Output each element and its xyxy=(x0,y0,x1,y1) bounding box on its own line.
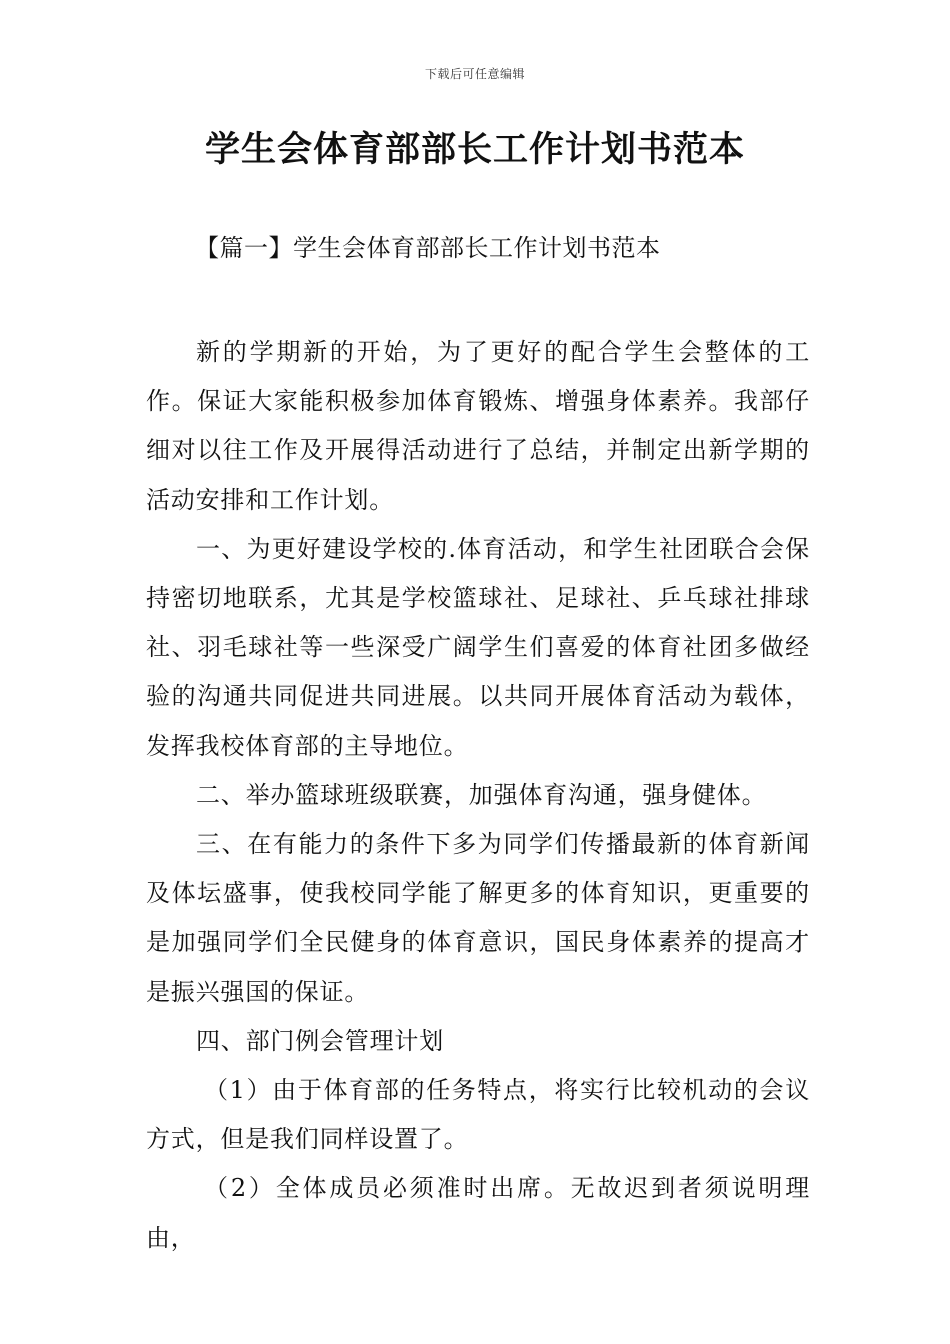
header-note: 下载后可任意编辑 xyxy=(424,67,525,81)
paragraph-item-1: 一、为更好建设学校的.体育活动，和学生社团联合会保持密切地联系，尤其是学校篮球社、足球社、乒乓球社排球社、羽毛球社等一些深受广阔学生们喜爱的体育社团多做经验的沟通共同促进共同进展。以共同开展体育活动为载体，发挥我校体育部的主导地位。 xyxy=(146,534,810,760)
paragraph-subitem-1: （1）由于体育部的任务特点，将实行比较机动的会议方式，但是我们同样设置了。 xyxy=(146,1076,810,1154)
document-body xyxy=(146,328,810,1263)
paragraph-subitem-2: （2）全体成员必须准时出席。无故迟到者须说明理由， xyxy=(146,1174,810,1252)
paragraph-item-4: 四、部门例会管理计划 xyxy=(196,1026,444,1055)
paragraph-intro: 新的学期新的开始，为了更好的配合学生会整体的工作。保证大家能积极参加体育锻炼、增强身体素养。我部仔细对以往工作及开展得活动进行了总结，并制定出新学期的活动安排和工作计划。 xyxy=(146,338,810,514)
section-heading: 【篇一】学生会体育部部长工作计划书范本 xyxy=(195,234,661,262)
paragraph-item-2: 二、举办篮球班级联赛，加强体育沟通，强身健体。 xyxy=(196,780,767,809)
document-title: 学生会体育部部长工作计划书范本 xyxy=(204,130,745,170)
paragraph-item-3: 三、在有能力的条件下多为同学们传播最新的体育新闻及体坛盛事，使我校同学能了解更多的体育知识，更重要的是加强同学们全民健身的体育意识，国民身体素养的提高才是振兴强国的保证。 xyxy=(146,830,810,1006)
